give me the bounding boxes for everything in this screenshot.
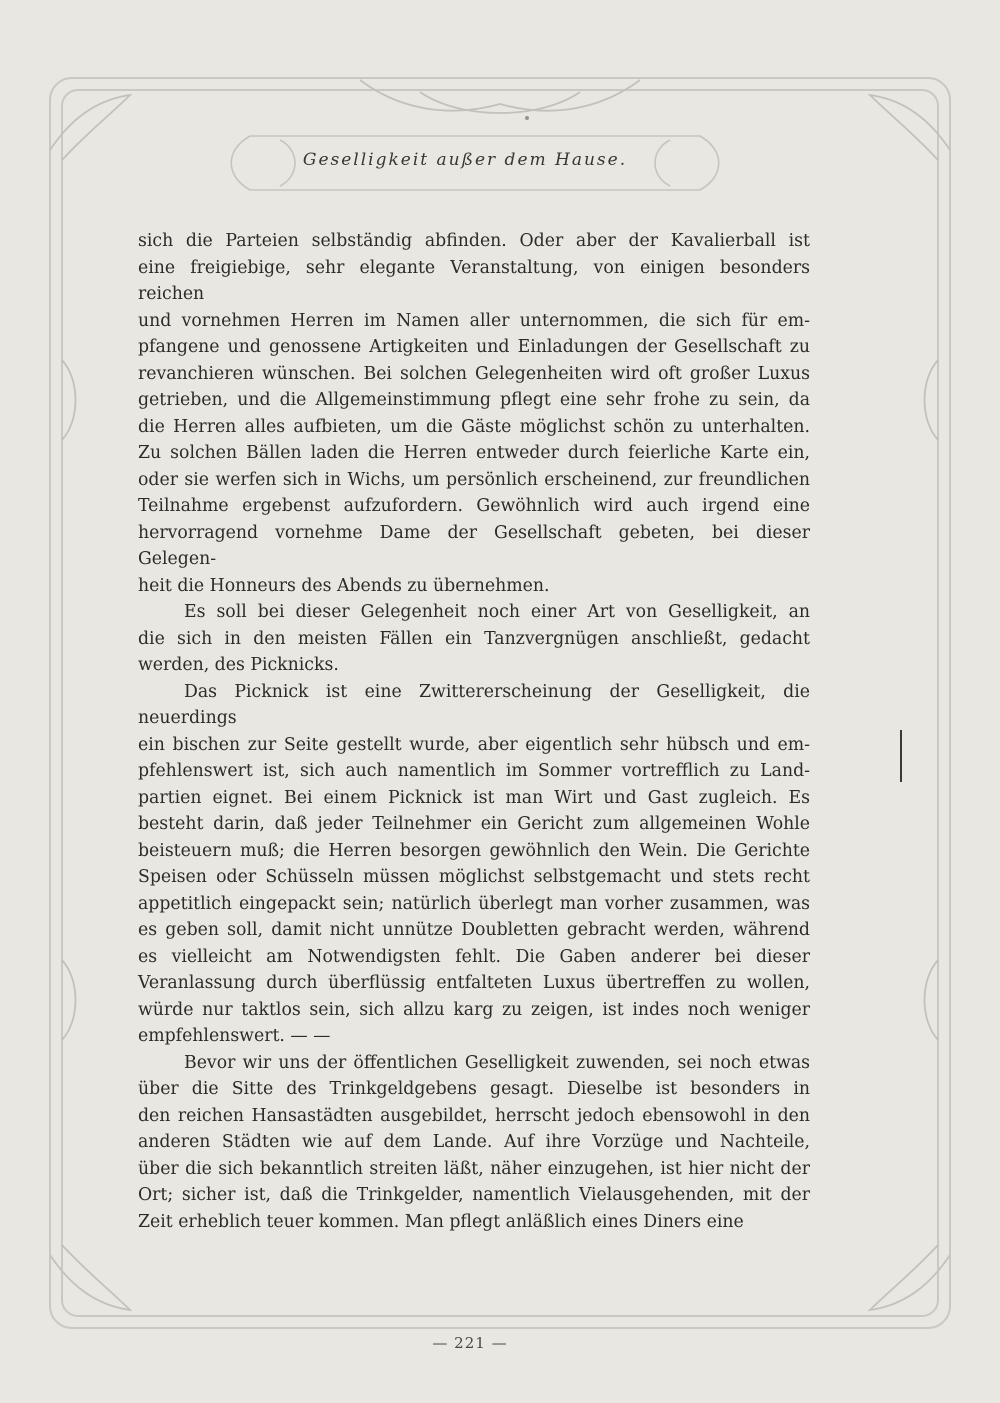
text-line: die Herren alles aufbieten, um die Gäste möglichst schön zu unterhalten. [138,416,810,437]
text-line: beisteuern muß; die Herren besorgen gewöhnlich den Wein. Die Gerichte [138,840,810,861]
text-line: den reichen Hansastädten ausgebildet, herrscht jedoch ebensowohl in den [138,1105,810,1126]
text-line: heit die Honneurs des Abends zu übernehmen. [138,575,550,596]
text-line: eine freigiebige, sehr elegante Veranstaltung, von einigen besonders reichen [138,257,810,304]
running-header: Geselligkeit außer dem Hause. [302,150,628,170]
text-line: partien eignet. Bei einem Picknick ist man Wirt und Gast zugleich. Es [138,787,810,808]
text-line: und vornehmen Herren im Namen aller unternommen, die sich für em- [138,310,810,331]
text-line: Zu solchen Bällen laden die Herren entweder durch feierliche Karte ein, [138,443,810,463]
text-line: Es soll bei dieser Gelegenheit noch einer Art von Geselligkeit, an [184,602,810,622]
text-line: sich die Parteien selbständig abfinden. Oder aber der Kavalierball ist [138,231,810,251]
text-line: über die sich bekanntlich streiten läßt, näher einzugehen, ist hier nicht der [138,1158,810,1179]
text-line: es geben soll, damit nicht unnütze Doubletten gebracht werden, während [138,920,810,940]
text-line: Teilnahme ergebenst aufzufordern. Gewöhnlich wird auch irgend eine [138,496,810,516]
body-text [138,228,810,1235]
text-line: Bevor wir uns der öffentlichen Geselligkeit zuwenden, sei noch etwas [184,1052,810,1073]
text-line: Das Picknick ist eine Zwittererscheinung der Geselligkeit, die neuerdings [138,681,810,728]
text-line: anderen Städten wie auf dem Lande. Auf ihre Vorzüge und Nachteile, [138,1132,810,1152]
text-line: getrieben, und die Allgemeinstimmung pflegt eine sehr frohe zu sein, da [138,390,810,410]
text-line: es vielleicht am Notwendigsten fehlt. Die Gaben anderer bei dieser [138,946,810,967]
text-line: appetitlich eingepackt sein; natürlich überlegt man vorher zusammen, was [138,893,810,914]
text-line: Zeit erheblich teuer kommen. Man pflegt anläßlich eines Diners eine [138,1211,744,1232]
text-line: revanchieren wünschen. Bei solchen Gelegenheiten wird oft großer Luxus [138,363,810,384]
page-number: — 221 — [432,1334,508,1352]
margin-mark [900,730,902,782]
text-line: pfangene und genossene Artigkeiten und Einladungen der Gesellschaft zu [138,337,810,357]
text-line: die sich in den meisten Fällen ein Tanzvergnügen anschließt, gedacht [138,628,810,649]
text-line: oder sie werfen sich in Wichs, um persönlich erscheinend, zur freundlichen [138,469,810,490]
text-line: Speisen oder Schüsseln müssen möglichst selbstgemacht und stets recht [138,867,810,887]
text-line: werden, des Picknicks. [138,655,339,675]
text-line: besteht darin, daß jeder Teilnehmer ein Gericht zum allgemeinen Wohle [138,814,810,834]
text-line: würde nur taktlos sein, sich allzu karg zu zeigen, ist indes noch weniger [138,999,810,1020]
text-line: ein bischen zur Seite gestellt wurde, aber eigentlich sehr hübsch und em- [138,734,810,755]
text-line: über die Sitte des Trinkgeldgebens gesagt. Dieselbe ist besonders in [138,1079,810,1099]
text-line: hervorragend vornehme Dame der Gesellschaft gebeten, bei dieser Gelegen- [138,522,810,569]
text-line: Veranlassung durch überflüssig entfalteten Luxus übertreffen zu wollen, [138,973,810,993]
text-line: empfehlenswert. — — [138,1026,331,1046]
text-line: pfehlenswert ist, sich auch namentlich im Sommer vortrefflich zu Land- [138,761,810,781]
text-line: Ort; sicher ist, daß die Trinkgelder, namentlich Vielausgehenden, mit der [138,1185,810,1205]
